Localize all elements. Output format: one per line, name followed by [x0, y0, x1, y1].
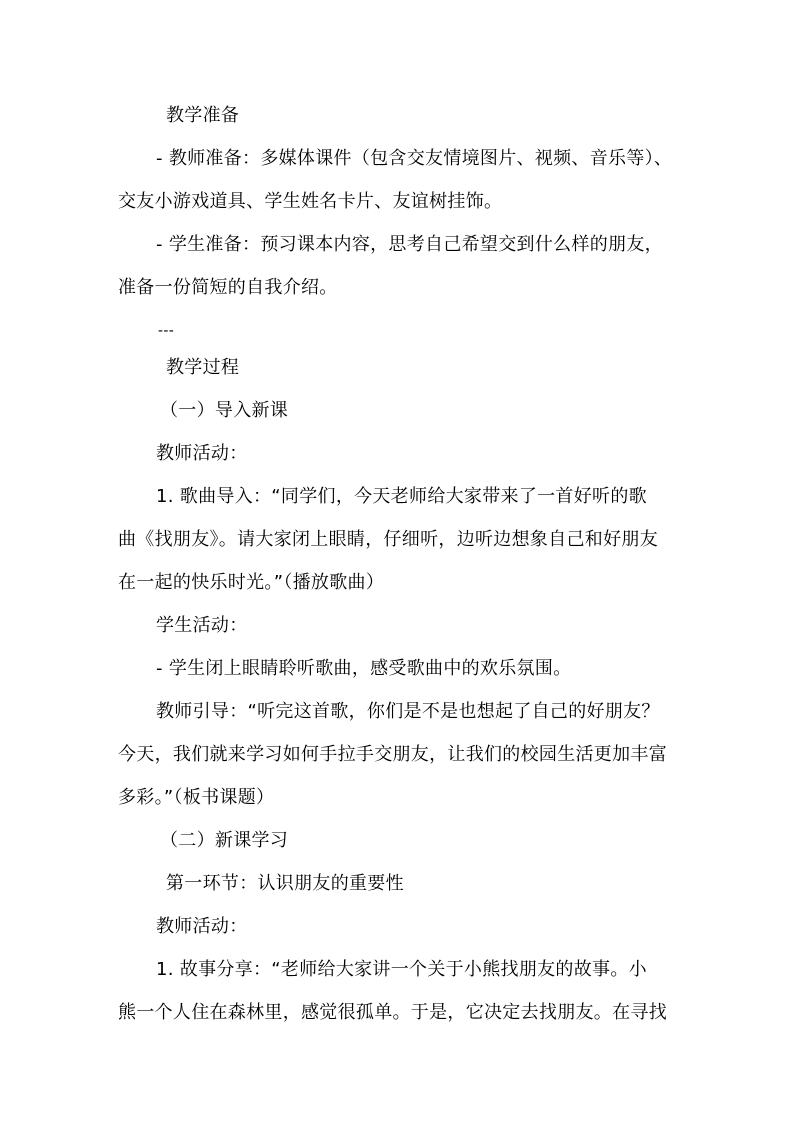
section-new-lesson-learning: （二）新课学习 — [160, 830, 289, 851]
paragraph-teacher-preparation-line-2: 交友小游戏道具、学生姓名卡片、友谊树挂饰。 — [118, 191, 503, 212]
heading-teaching-process: 教学过程 — [166, 357, 240, 378]
student-activity-label: 学生活动： — [156, 615, 248, 636]
separator: --- — [158, 323, 175, 339]
teacher-guidance-line-3: 多彩。”（板书课题） — [118, 787, 275, 808]
song-intro-line-1: 1. 歌曲导入：“同学们，今天老师给大家带来了一首好听的歌 — [156, 486, 647, 507]
story-share-line-2: 熊一个人住在森林里，感觉很孤单。于是，它决定去找朋友。在寻找 — [118, 1002, 667, 1023]
teacher-guidance-line-2: 今天，我们就来学习如何手拉手交朋友，让我们的校园生活更加丰富 — [118, 744, 667, 765]
teacher-activity-label-1: 教师活动： — [156, 443, 248, 464]
teacher-activity-label-2: 教师活动： — [156, 916, 248, 937]
song-intro-line-2: 曲《找朋友》。请大家闭上眼睛，仔细听，边听边想象自己和好朋友 — [118, 529, 658, 550]
song-intro-line-3: 在一起的快乐时光。”（播放歌曲） — [118, 572, 385, 593]
student-activity-line: - 学生闭上眼睛聆听歌曲，感受歌曲中的欢乐氛围。 — [156, 658, 572, 679]
paragraph-student-preparation-line-1: - 学生准备：预习课本内容，思考自己希望交到什么样的朋友， — [156, 234, 663, 255]
heading-teaching-preparation: 教学准备 — [166, 105, 240, 126]
story-share-line-1: 1. 故事分享：“老师给大家讲一个关于小熊找朋友的故事。小 — [156, 959, 647, 980]
section-intro-new-lesson: （一）导入新课 — [160, 400, 289, 421]
paragraph-student-preparation-line-2: 准备一份简短的自我介绍。 — [118, 277, 338, 298]
paragraph-teacher-preparation-line-1: - 教师准备：多媒体课件（包含交友情境图片、视频、音乐等）、 — [156, 148, 673, 169]
teacher-guidance-line-1: 教师引导：“听完这首歌，你们是不是也想起了自己的好朋友？ — [156, 701, 660, 722]
step-one-heading: 第一环节：认识朋友的重要性 — [166, 873, 404, 894]
